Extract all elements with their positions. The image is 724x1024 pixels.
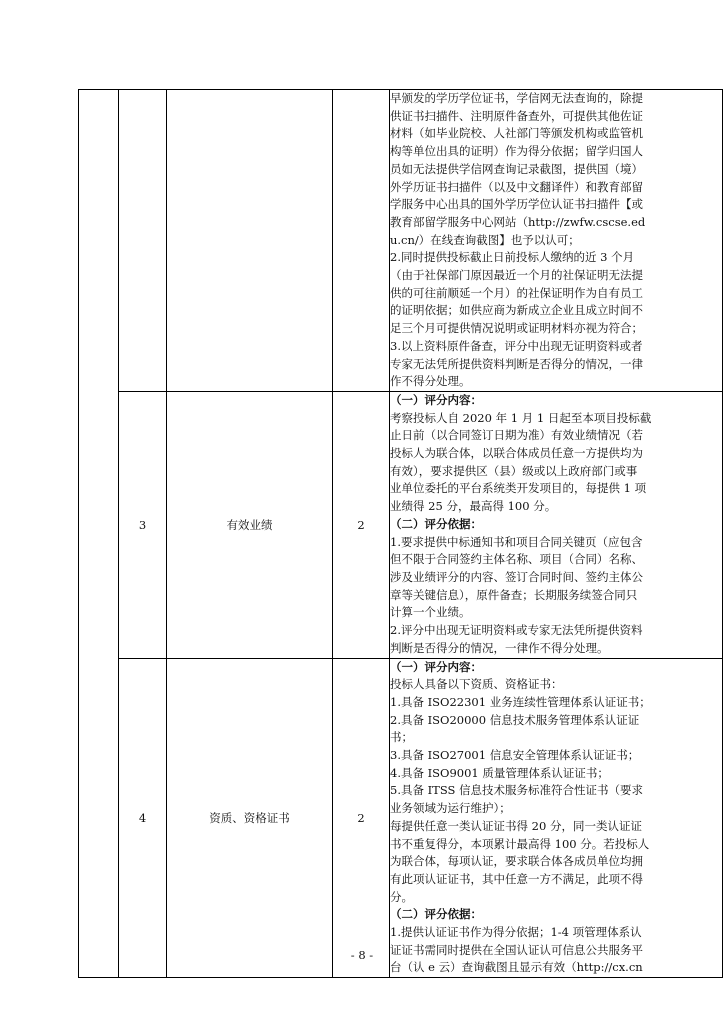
scoring-item-cell: 资质、资格证书	[167, 658, 333, 978]
score-cell	[333, 90, 390, 392]
criteria-line: 计算一个业绩。	[390, 605, 471, 620]
page-number: - 8 -	[350, 948, 374, 962]
criteria-line: 足三个月可提供情况说明或证明材料亦视为符合；	[390, 321, 643, 336]
criteria-line: 供证书扫描件、注明原件备查外，可提供其他佐证	[390, 108, 643, 123]
criteria-cell	[390, 90, 723, 392]
criteria-line: 作不得分处理。	[390, 374, 471, 389]
criteria-line: 涉及业绩评分的内容、签订合同时间、签约主体公	[390, 569, 643, 584]
criteria-cell	[390, 658, 723, 978]
criteria-line: 止日前（以合同签订日期为准）有效业绩情况（若	[390, 428, 643, 443]
table-row	[79, 90, 723, 392]
criteria-line: 业务领域为运行维护）；	[390, 801, 511, 816]
scoring-item-cell	[167, 90, 333, 392]
criteria-line: 但不限于合同签约主体名称、项目（合同）名称、	[390, 552, 643, 567]
criteria-line: 每提供任意一类认证证书得 20 分，同一类认证证	[390, 818, 642, 833]
table-row	[79, 658, 723, 978]
criteria-line: 1.提供认证证书作为得分依据；1-4 项管理体系认	[390, 925, 642, 940]
criteria-line: 1.要求提供中标通知书和项目合同关键页（应包含	[390, 534, 643, 549]
criteria-line: 专家无法凭所提供资料判断是否得分的情况，一律	[390, 356, 643, 371]
criteria-line: 判断是否得分的情况，一律作不得分处理。	[390, 640, 609, 655]
criteria-line: 3.具备 ISO27001 信息安全管理体系认证证书；	[390, 748, 640, 763]
criteria-line: 投标人具备以下资质、资格证书：	[390, 677, 563, 692]
criteria-line: 台（认 e 云）查询截图且显示有效（http://cx.cn	[390, 960, 643, 975]
criteria-line: 有此项认证证书，其中任意一方不满足，此项不得	[390, 871, 643, 886]
criteria-line: 书不重复得分，本项累计最高得 100 分。若投标人	[390, 836, 650, 851]
table-row	[79, 391, 723, 658]
row-number-cell: 3	[119, 391, 167, 658]
criteria-line: 章等关键信息），原件备查；长期服务续签合同只	[390, 587, 638, 602]
criteria-line: （二）评分依据：	[390, 907, 482, 922]
criteria-line: （由于社保部门原因最近一个月的社保证明无法提	[390, 268, 643, 283]
criteria-line: 业单位委托的平台系统类开发项目的，每提供 1 项	[390, 481, 647, 496]
criteria-line: 考察投标人自 2020 年 1 月 1 日起至本项目投标截	[390, 410, 652, 425]
criteria-line: 有效），要求提供区（县）级或以上政府部门或事	[390, 463, 638, 478]
criteria-line: 业绩得 25 分，最高得 100 分。	[390, 499, 557, 514]
criteria-line: 投标人为联合体，以联合体成员任意一方提供均为	[390, 446, 643, 461]
criteria-line: 的证明依据；如供应商为新成立企业且成立时间不	[390, 303, 643, 318]
criteria-line: 教育部留学服务中心网站（http://zwfw.cscse.ed	[390, 214, 646, 229]
scoring-table	[78, 89, 723, 978]
criteria-line: 4.具备 ISO9001 质量管理体系认证证书；	[390, 765, 609, 780]
criteria-line: 供的可往前顺延一个月）的社保证明作为自有员工	[390, 285, 643, 300]
row-number-cell	[119, 90, 167, 392]
criteria-line: 构等单位出具的证明）作为得分依据；留学归国人	[390, 144, 643, 159]
criteria-line: 2.具备 ISO20000 信息技术服务管理体系认证证	[390, 712, 640, 727]
criteria-line: 书；	[390, 730, 413, 745]
criteria-line: 2.同时提供投标截止日前投标人缴纳的近 3 个月	[390, 250, 635, 265]
criteria-line: 外学历证书扫描件（以及中文翻译件）和教育部留	[390, 179, 643, 194]
score-cell: 2	[333, 658, 390, 978]
criteria-line: 5.具备 ITSS 信息技术服务标准符合性证书（要求	[390, 783, 644, 798]
criteria-line: 学服务中心出具的国外学历学位认证书扫描件【或	[390, 197, 643, 212]
criteria-line: 材料（如毕业院校、人社部门等颁发机构或监管机	[390, 126, 643, 141]
criteria-cell	[390, 391, 723, 658]
criteria-line: 证证书需同时提供在全国认证认可信息公共服务平	[390, 942, 643, 957]
criteria-line: 为联合体，每项认证，要求联合体各成员单位均拥	[390, 854, 643, 869]
criteria-line: （二）评分依据：	[390, 516, 482, 531]
criteria-line: u.cn/）在线查询截图】也予以认可；	[390, 232, 580, 247]
criteria-line: 1.具备 ISO22301 业务连续性管理体系认证证书；	[390, 694, 651, 709]
criteria-line: （一）评分内容：	[390, 659, 482, 674]
criteria-line: 早颁发的学历学位证书，学信网无法查询的，除提	[390, 91, 643, 105]
criteria-line: （一）评分内容：	[390, 392, 482, 407]
category-cell	[79, 90, 119, 978]
row-number-cell: 4	[119, 658, 167, 978]
criteria-line: 3.以上资料原件备查，评分中出现无证明资料或者	[390, 338, 643, 353]
score-cell: 2	[333, 391, 390, 658]
scoring-item-cell: 有效业绩	[167, 391, 333, 658]
criteria-line: 分。	[390, 889, 413, 904]
criteria-line: 2.评分中出现无证明资料或专家无法凭所提供资料	[390, 623, 643, 638]
criteria-line: 员如无法提供学信网查询记录截图，提供国（境）	[390, 161, 643, 176]
